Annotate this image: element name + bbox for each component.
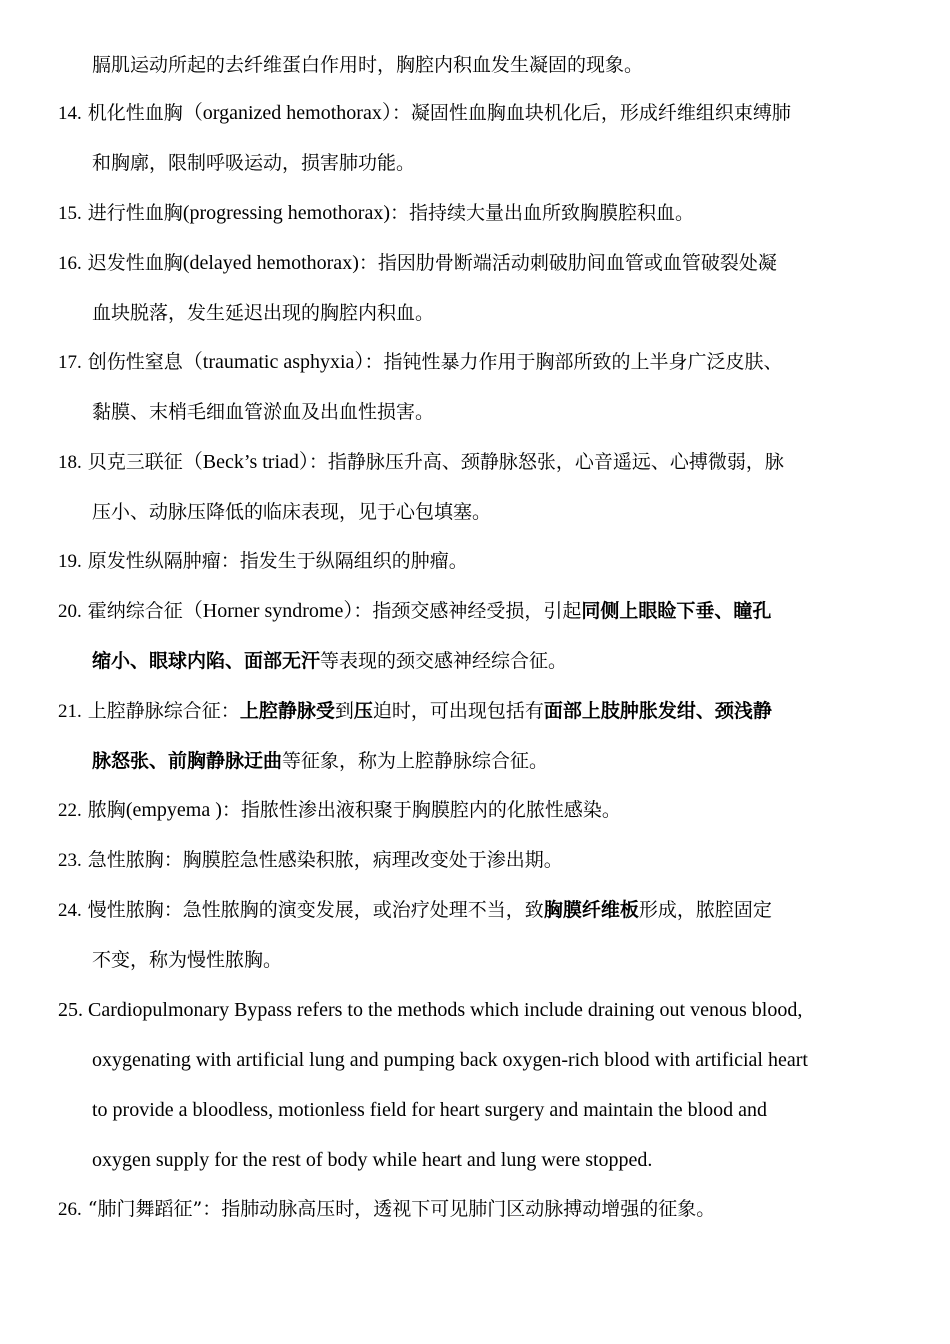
entry-22: 22. 脓胸(empyema )：指脓性渗出液积聚于胸膜腔内的化脓性感染。 [58, 799, 621, 821]
entry-18: 18. 贝克三联征（Beck’s triad）：指静脉压升高、颈静脉怒张，心音遥远、心搏微弱，脉 [58, 451, 784, 473]
entry-25-line2: oxygenating with artificial lung and pumping back oxygen-rich blood with artificial heart [92, 1049, 808, 1071]
entry-26: 26. “肺门舞蹈征”：指肺动脉高压时，透视下可见肺门区动脉搏动增强的征象。 [58, 1198, 716, 1220]
entry-16-cont: 血块脱落，发生延迟出现的胸腔内积血。 [92, 302, 435, 324]
entry-17-cont: 黏膜、末梢毛细血管淤血及出血性损害。 [92, 401, 435, 423]
entry-21-cont: 脉怒张、前胸静脉迂曲等征象，称为上腔静脉综合征。 [92, 750, 549, 772]
entry-20: 20. 霍纳综合征（Horner syndrome）：指颈交感神经受损，引起同侧上眼睑下垂、瞳孔 [58, 600, 772, 622]
entry-20-cont: 缩小、眼球内陷、面部无汗等表现的颈交感神经综合征。 [92, 650, 568, 672]
entry-25: 25. Cardiopulmonary Bypass refers to the methods which include draining out venous blood, [58, 999, 803, 1021]
entry-24: 24. 慢性脓胸：急性脓胸的演变发展，或治疗处理不当，致胸膜纤维板形成，脓腔固定 [58, 899, 772, 921]
entry-14: 14. 机化性血胸（organized hemothorax）：凝固性血胸血块机化后，形成纤维组织束缚肺 [58, 102, 791, 124]
entry-19: 19. 原发性纵隔肿瘤：指发生于纵隔组织的肿瘤。 [58, 550, 468, 572]
entry-15: 15. 进行性血胸(progressing hemothorax)：指持续大量出血所致胸膜腔积血。 [58, 202, 694, 224]
entry-23: 23. 急性脓胸：胸膜腔急性感染积脓，病理改变处于渗出期。 [58, 849, 563, 871]
entry-24-cont: 不变，称为慢性脓胸。 [92, 949, 283, 971]
continuation-line: 膈肌运动所起的去纤维蛋白作用时，胸腔内积血发生凝固的现象。 [92, 54, 644, 76]
entry-14-cont: 和胸廓，限制呼吸运动，损害肺功能。 [92, 152, 416, 174]
entry-25-line3: to provide a bloodless, motionless field for heart surgery and maintain the blood and [92, 1099, 768, 1121]
entry-16: 16. 迟发性血胸(delayed hemothorax)：指因肋骨断端活动刺破肋间血管或血管破裂处凝 [58, 252, 777, 274]
entry-18-cont: 压小、动脉压降低的临床表现，见于心包填塞。 [92, 501, 492, 523]
entry-17: 17. 创伤性窒息（traumatic asphyxia）：指钝性暴力作用于胸部所致的上半身广泛皮肤、 [58, 351, 783, 373]
entry-21: 21. 上腔静脉综合征：上腔静脉受到压迫时，可出现包括有面部上肢肿胀发绀、颈浅静 [58, 700, 772, 722]
entry-25-line4: oxygen supply for the rest of body while heart and lung were stopped. [92, 1149, 653, 1171]
